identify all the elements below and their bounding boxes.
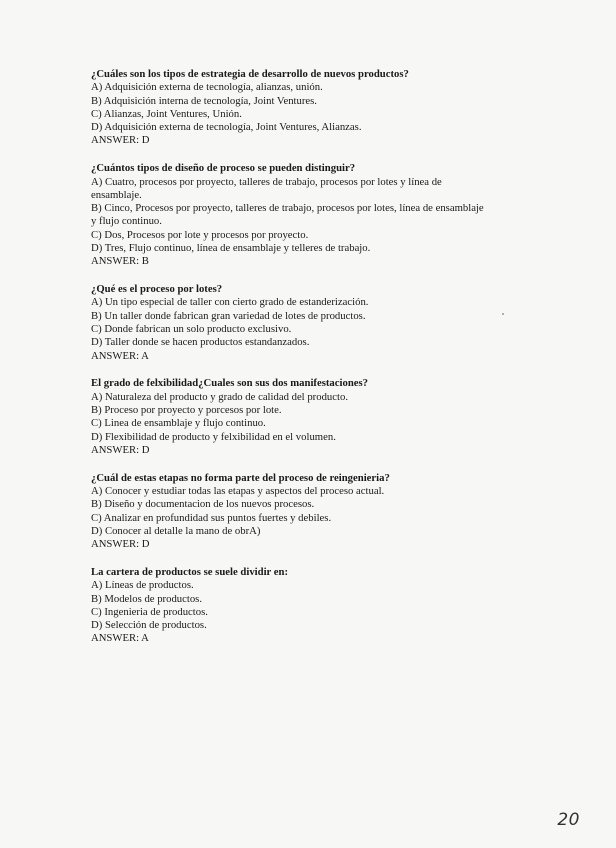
question-list	[91, 68, 491, 660]
question-text: ¿Qué es el proceso por lotes?	[91, 283, 223, 296]
option-a: A) Cuatro, procesos por proyecto, talleres de trabajo, procesos por lotes y línea de ensamblaje.	[91, 175, 442, 201]
answer-line: ANSWER: A	[91, 632, 149, 645]
question-block-5	[91, 472, 491, 552]
option-d: D) Taller donde se hacen productos estandanzados.	[91, 336, 310, 349]
option-d: D) Selección de productos.	[91, 619, 207, 632]
answer-line: ANSWER: A	[91, 349, 149, 362]
answer-line: ANSWER: D	[91, 538, 150, 551]
option-d: D) Tres, Flujo continuo, línea de ensamblaje y telleres de trabajo.	[91, 242, 371, 255]
option-b: B) Modelos de productos.	[91, 592, 203, 605]
option-a: A) Un tipo especial de taller con cierto grado de estanderización.	[91, 296, 369, 309]
option-d: D) Flexibilidad de producto y felxibilidad en el volumen.	[91, 430, 336, 443]
scan-speck	[502, 313, 504, 315]
question-text: ¿Cuál de estas etapas no forma parte del proceso de reingenieria?	[91, 471, 390, 484]
handwritten-page-number: 20	[557, 810, 580, 830]
option-b: B) Adquisición interna de tecnología, Joint Ventures.	[91, 94, 317, 107]
option-c: C) Analizar en profundidad sus puntos fuertes y debiles.	[91, 511, 332, 524]
option-b: B) Proceso por proyecto y porcesos por lote.	[91, 404, 282, 417]
question-block-3	[91, 283, 491, 363]
option-a: A) Naturaleza del producto y grado de calidad del producto.	[91, 390, 348, 403]
option-d: D) Adquisición externa de tecnología, Joint Ventures, Alianzas.	[91, 121, 362, 134]
question-text: La cartera de productos se suele dividir en:	[91, 566, 289, 578]
option-c: C) Donde fabrican un solo producto exclusivo.	[91, 323, 292, 336]
option-a: A) Conocer y estudiar todas las etapas y aspectos del proceso actual.	[91, 485, 385, 498]
option-b: B) Un taller donde fabrican gran variedad de lotes de productos.	[91, 309, 366, 322]
answer-line: ANSWER: D	[91, 443, 150, 456]
question-block-1	[91, 68, 491, 148]
option-c: C) Ingenieria de productos.	[91, 605, 208, 618]
option-c: C) Linea de ensamblaje y flujo continuo.	[91, 417, 266, 430]
question-block-2	[91, 162, 491, 268]
question-block-4	[91, 377, 491, 457]
answer-line: ANSWER: B	[91, 255, 149, 268]
option-a: A) Adquisición externa de tecnología, alianzas, unión.	[91, 81, 323, 94]
question-block-6	[91, 566, 491, 646]
option-c: C) Dos, Procesos por lote y procesos por proyecto.	[91, 228, 309, 241]
question-text: ¿Cuántos tipos de diseño de proceso se pueden distinguir?	[91, 162, 356, 175]
option-b: B) Diseño y documentacion de los nuevos procesos.	[91, 498, 315, 511]
option-b: B) Cinco, Procesos por proyecto, talleres de trabajo, procesos por lotes, línea de ensamblaje y flujo continuo.	[91, 202, 484, 228]
question-text: ¿Cuáles son los tipos de estrategia de desarrollo de nuevos productos?	[91, 68, 409, 80]
option-c: C) Alianzas, Joint Ventures, Unión.	[91, 107, 242, 120]
answer-line: ANSWER: D	[91, 134, 150, 147]
option-a: A) Líneas de productos.	[91, 579, 194, 592]
option-d: D) Conocer al detalle la mano de obrA)	[91, 524, 261, 537]
question-text: El grado de felxibilidad¿Cuales son sus dos manifestaciones?	[91, 377, 369, 390]
